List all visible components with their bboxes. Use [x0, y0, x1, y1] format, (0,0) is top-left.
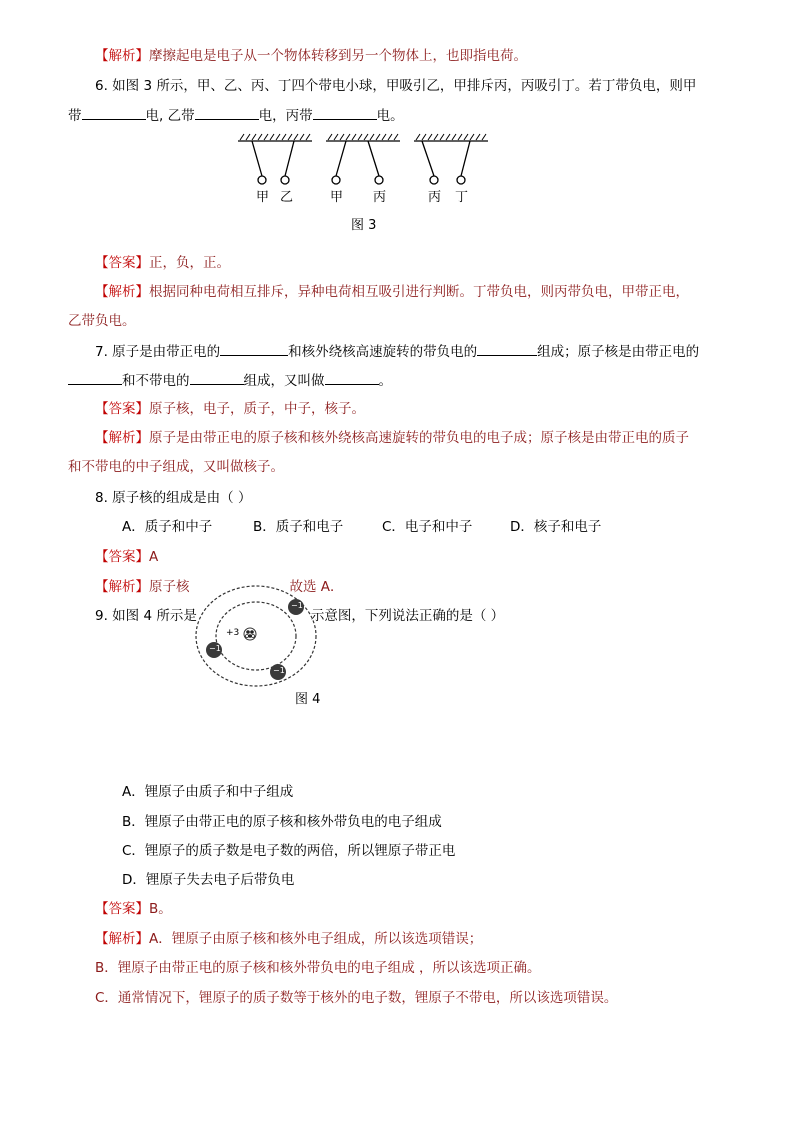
figure-4-caption: 图 4 — [295, 692, 321, 707]
q6-analysis-line2: 乙带负电。 — [68, 313, 136, 329]
q8-answer — [95, 547, 158, 567]
q9-option-c: C．锂原子的质子数是电子数的两倍，所以锂原子带正电 — [122, 843, 456, 859]
electron-label: −1 — [291, 601, 303, 610]
analysis-text: 摩擦起电是电子从一个物体转移到另一个物体上，也即指电荷。 — [149, 48, 527, 64]
ball-label: 甲 — [256, 190, 270, 205]
nucleus-charge-label: +3 — [226, 628, 240, 638]
analysis-tag: 【解析】 — [95, 430, 149, 446]
q8-option-a: A．质子和中子 — [122, 519, 213, 535]
blank-field — [325, 370, 379, 385]
q5-analysis — [95, 46, 527, 66]
q6-question-line1: 6. 如图 3 所示，甲、乙、丙、丁四个带电小球，甲吸引乙，甲排斥丙，丙吸引丁。若丁带负电，则甲 — [95, 78, 697, 94]
analysis-tag: 【解析】 — [95, 931, 149, 947]
q9-analysis-line3: C．通常情况下，锂原子的质子数等于核外的电子数，锂原子不带电，所以该选项错误。 — [95, 990, 618, 1006]
answer-tag: 【答案】 — [95, 901, 149, 917]
blank-field — [220, 341, 288, 356]
q9-option-a: A．锂原子由质子和中子组成 — [122, 784, 294, 800]
figure-4-atom — [194, 582, 324, 692]
q7-question-line2: 和不带电的 组成，又叫做 。 — [68, 370, 392, 391]
q6-analysis-line1 — [95, 282, 689, 302]
answer-tag: 【答案】 — [95, 401, 149, 417]
electron-label: −1 — [273, 666, 285, 675]
analysis-tag: 【解析】 — [95, 284, 149, 300]
blank-field — [68, 370, 122, 385]
q6-answer — [95, 253, 230, 273]
answer-text: 原子核，电子，质子，中子，核子。 — [149, 401, 365, 417]
ball-label: 丙 — [428, 190, 442, 205]
analysis-text: 根据同种电荷相互排斥，异种电荷相互吸引进行判断。丁带负电，则丙带负电，甲带正电， — [149, 284, 689, 300]
answer-text: B。 — [149, 901, 172, 917]
analysis-text: 故选 A． — [289, 579, 344, 595]
analysis-text: 原子是由带正电的原子核和核外绕核高速旋转的带负电的电子成；原子核是由带正电的质子 — [149, 430, 689, 446]
ball-label: 丁 — [455, 190, 469, 205]
blank-field — [190, 370, 244, 385]
q9-option-b: B．锂原子由带正电的原子核和核外带负电的电子组成 — [122, 814, 442, 830]
answer-tag: 【答案】 — [95, 549, 149, 565]
answer-text: A — [149, 549, 159, 565]
blank-field — [477, 341, 537, 356]
analysis-tag: 【解析】 — [95, 579, 149, 595]
blank-field — [313, 105, 377, 120]
q9-option-d: D．锂原子失去电子后带负电 — [122, 872, 295, 888]
answer-tag: 【答案】 — [95, 255, 149, 271]
q9-answer — [95, 899, 172, 919]
q7-analysis-line1 — [95, 428, 689, 448]
figure-3-caption: 图 3 — [351, 218, 377, 233]
answer-text: 正，负，正。 — [149, 255, 230, 271]
analysis-tag: 【解析】 — [95, 48, 149, 64]
q9-analysis-line1 — [95, 929, 482, 949]
q6-question-line2: 带 电, 乙带 电，丙带 电。 — [68, 105, 404, 126]
analysis-text: A．锂原子由原子核和核外电子组成，所以该选项错误； — [149, 931, 483, 947]
q7-analysis-line2: 和不带电的中子组成，又叫做核子。 — [68, 459, 284, 475]
electron-label: −1 — [209, 644, 221, 653]
q8-question: 8. 原子核的组成是由（ ） — [95, 490, 252, 506]
ball-label: 丙 — [373, 190, 387, 205]
q9-analysis-line2: B．锂原子由带正电的原子核和核外带负电的电子组成 ，所以该选项正确。 — [95, 960, 541, 976]
ball-label: 甲 — [330, 190, 344, 205]
q7-answer — [95, 399, 365, 419]
q8-option-c: C．电子和中子 — [382, 519, 473, 535]
blank-field — [195, 105, 259, 120]
ball-label: 乙 — [280, 190, 294, 205]
q8-option-d: D．核子和电子 — [510, 519, 602, 535]
analysis-text: 原子核 — [149, 579, 190, 595]
blank-field — [82, 105, 146, 120]
q7-question-line1: 7. 原子是由带正电的 和核外绕核高速旋转的带负电的 组成；原子核是由带正电的 — [95, 341, 699, 362]
q8-option-b: B．质子和电子 — [253, 519, 344, 535]
q9-question: 9. 如图 4 所示是 示意图，下列说法正确的是（ ） — [95, 608, 505, 624]
